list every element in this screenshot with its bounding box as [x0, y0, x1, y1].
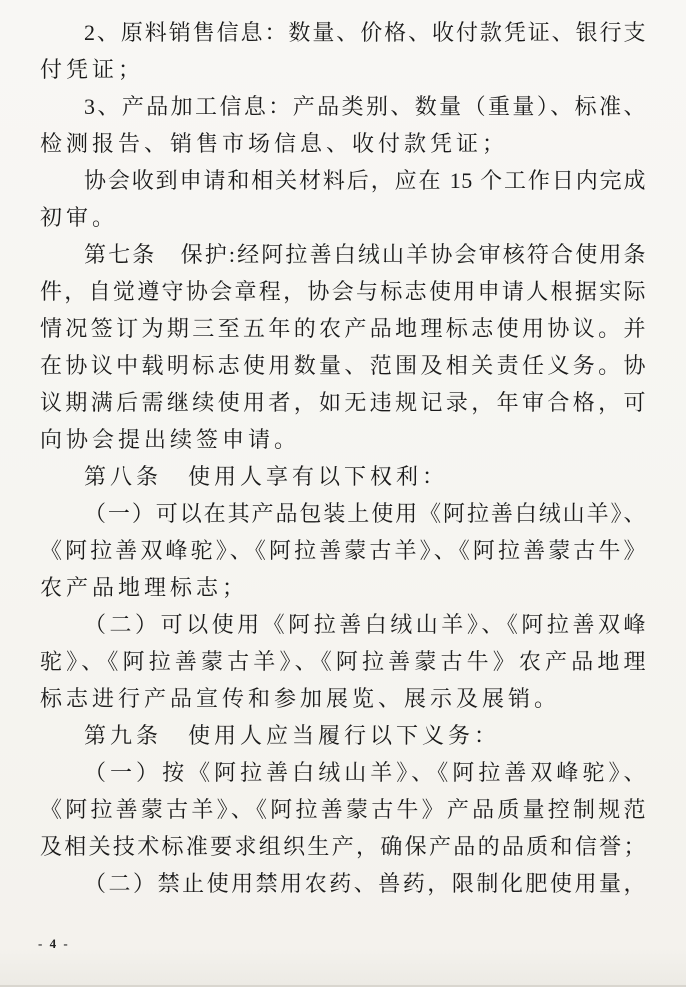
- text-line: 《阿拉善双峰驼》、《阿拉善蒙古羊》、《阿拉善蒙古牛》: [40, 538, 646, 563]
- text-line: 标志进行产品宣传和参加展览、展示及展销。: [40, 686, 561, 711]
- text-line: 第九条 使用人应当履行以下义务：: [84, 723, 501, 748]
- text-line: 向协会提出续签申请。: [40, 427, 301, 452]
- text-line: 3、产品加工信息：产品类别、数量（重量）、标准、: [84, 94, 646, 119]
- text-line: 在协议中载明标志使用数量、范围及相关责任义务。协: [40, 353, 646, 378]
- text-line: 《阿拉善蒙古羊》、《阿拉善蒙古牛》产品质量控制规范: [40, 797, 646, 822]
- text-line: （一）按《阿拉善白绒山羊》、《阿拉善双峰驼》、: [84, 760, 646, 785]
- text-line: 初审。: [40, 205, 119, 230]
- text-line: 情况签订为期三至五年的农产品地理标志使用协议。并: [40, 316, 646, 341]
- page-number: - 4 -: [38, 936, 70, 951]
- text-line: 协会收到申请和相关材料后，应在 15 个工作日内完成: [84, 168, 646, 193]
- text-line: （二）禁止使用禁用农药、兽药，限制化肥使用量，: [84, 871, 646, 896]
- text-line: （二）可以使用《阿拉善白绒山羊》、《阿拉善双峰: [84, 612, 646, 637]
- text-line: 2、原料销售信息：数量、价格、收付款凭证、银行支: [84, 20, 646, 45]
- text-line: （一）可以在其产品包装上使用《阿拉善白绒山羊》、: [84, 501, 646, 526]
- text-line: 农产品地理标志；: [40, 575, 249, 600]
- text-line: 及相关技术标准要求组织生产，确保产品的品质和信誉；: [40, 834, 646, 859]
- text-line: 件，自觉遵守协会章程，协会与标志使用申请人根据实际: [40, 279, 646, 304]
- text-line: 议期满后需继续使用者，如无违规记录，年审合格，可: [40, 390, 646, 415]
- document-body: [40, 14, 646, 902]
- text-line: 付凭证；: [40, 57, 145, 82]
- text-line: 第七条 保护:经阿拉善白绒山羊协会审核符合使用条: [84, 242, 646, 267]
- text-line: 驼》、《阿拉善蒙古羊》、《阿拉善蒙古牛》农产品地理: [40, 649, 646, 674]
- text-line: 第八条 使用人享有以下权利：: [84, 464, 449, 489]
- text-line: 检测报告、销售市场信息、收付款凭证；: [40, 131, 509, 156]
